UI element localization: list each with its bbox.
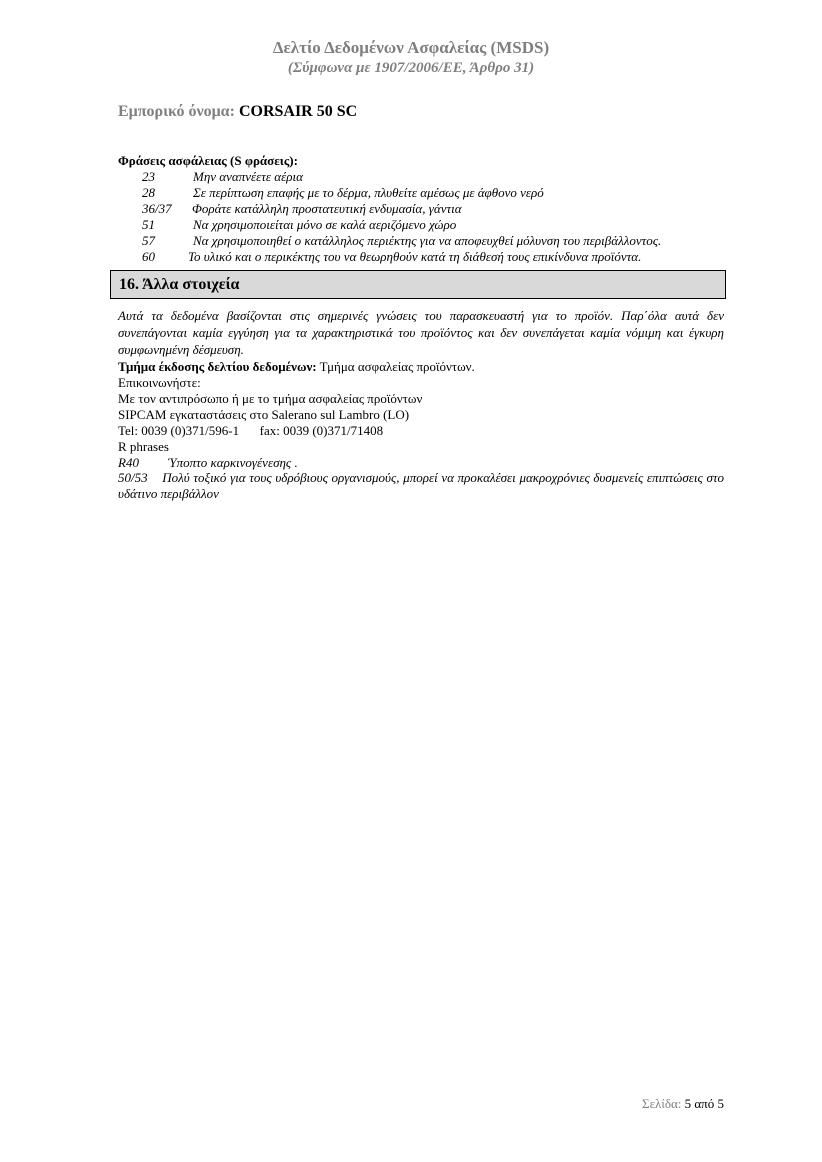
safety-phrase-code: 28 [142,185,155,200]
fax: fax: 0039 (0)371/71408 [259,423,384,438]
safety-phrase-code: 23 [142,169,155,184]
contact-label: Επικοινωνήστε: [118,375,201,390]
safety-phrase-code: 36/37 [142,201,172,216]
safety-phrase-code: 51 [142,217,155,232]
telephone: Tel: 0039 (0)371/596-1 [118,423,240,438]
safety-phrases-title: Φράσεις ασφάλειας (S φράσεις): [118,153,298,168]
contact-line-2: SIPCAM εγκαταστάσεις στο Salerano sul Lambro (LO) [118,407,410,422]
page-number [642,1096,724,1112]
r-phrase-text: Πολύ τοξικό για τους υδρόβιους οργανισμούς, μπορεί να προκαλέσει μακροχρόνιες δυσμενείς επιπτώσεις στο υδάτινο περιβάλλον [118,470,725,501]
issuer-line [118,359,475,375]
section-16-title: 16. Άλλα στοιχεία [119,276,240,293]
trade-name-label: Εμπορικό όνομα: [118,103,235,120]
trade-name-value: CORSAIR 50 SC [238,103,358,120]
r-phrase-code: 50/53 [118,470,148,485]
trade-name [118,102,357,122]
contact-line-1: Με τον αντιπρόσωπο ή με το τμήμα ασφαλείας προϊόντων [118,391,423,406]
page-current: 5 [684,1096,692,1111]
r-phrases-title: R phrases [118,439,169,454]
safety-phrase-code: 60 [142,249,155,264]
disclaimer-paragraph: Αυτά τα δεδομένα βασίζονται στις σημερινές γνώσεις του παρασκευαστή για το προϊόν. Παρ΄όλα αυτά δεν συνεπάγονται καμία εγγύηση για τα χαρακτηριστικά του προϊόντος και δεν συνεπάγεται καμία νόμιμη και έγκυρη συμφωνημένη δέσμευση. [118,308,724,357]
safety-phrase-text: Να χρησιμοποιηθεί ο κατάλληλος περιέκτης για να αποφευχθεί μόλυνση του περιβάλλοντος. [193,233,662,248]
safety-phrase-code: 57 [142,233,155,248]
safety-phrase-text: Μην αναπνέετε αέρια [193,169,303,184]
phone-fax-line [118,423,383,439]
page-total: 5 [717,1096,724,1111]
page-of: από [694,1096,715,1111]
page-label: Σελίδα: [642,1096,682,1111]
document-subtitle: (Σύμφωνα με 1907/2006/ΕΕ, Άρθρο 31) [287,60,535,76]
safety-phrase-text: Φοράτε κατάλληλη προστατευτική ενδυμασία, γάντια [192,201,462,216]
safety-phrase-text: Να χρησιμοποιείται μόνο σε καλά αεριζόμενο χώρο [193,217,457,232]
document-title: Δελτίο Δεδομένων Ασφαλείας (MSDS) [272,38,550,57]
r-phrase-text: Ύποπτο καρκινογένεσης . [168,455,298,470]
issuer-value: Τμήμα ασφαλείας προϊόντων. [319,359,475,374]
safety-phrase-text: Το υλικό και ο περικέκτης του να θεωρηθούν κατά τη διάθεσή τους επικίνδυνα προϊόντα. [188,249,642,264]
safety-phrase-text: Σε περίπτωση επαφής με το δέρμα, πλυθείτε αμέσως με άφθονο νερό [193,185,544,200]
section-16-header [110,270,726,299]
issuer-label: Τμήμα έκδοσης δελτίου δεδομένων: [118,359,317,374]
r-phrase-code: R40 [118,455,139,470]
r-phrase-row [118,470,724,502]
